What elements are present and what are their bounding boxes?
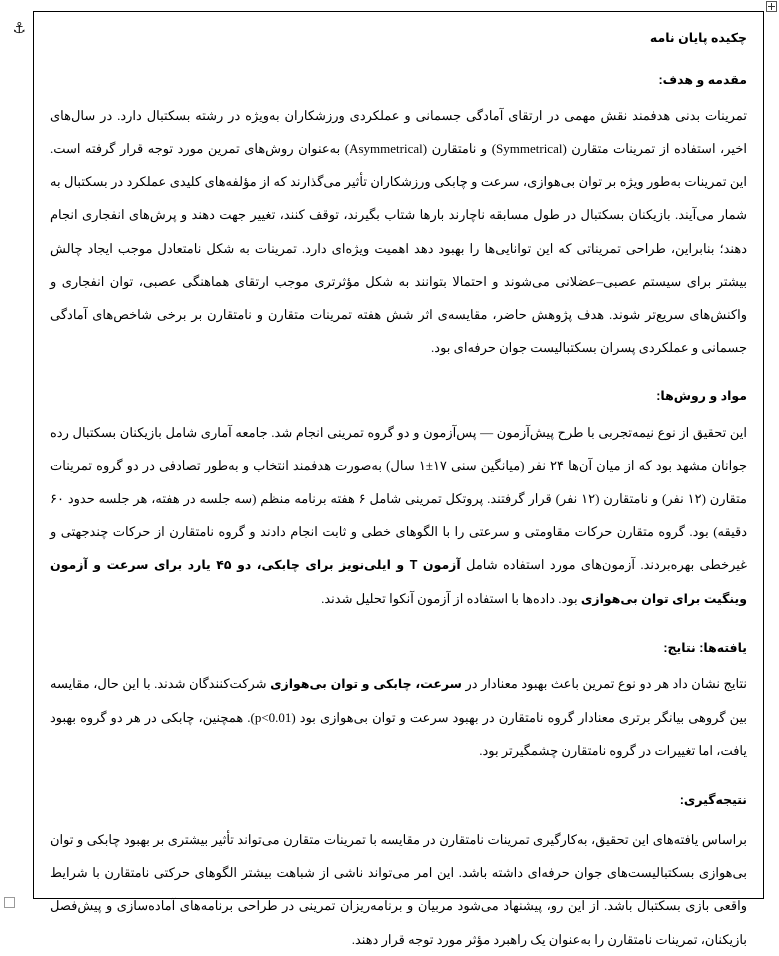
results-text-lead: نتایج نشان داد هر دو نوع تمرین باعث بهبود معنادار در: [461, 676, 748, 692]
section-heading-conclusion: نتیجه‌گیری:: [679, 792, 747, 807]
resize-handle-bottom-left[interactable]: [4, 897, 15, 908]
section-heading-materials-and-methods: مواد و روش‌ها:: [656, 389, 747, 404]
paragraph-introduction: تمرینات بدنی هدفمند نقش مهمی در ارتقای آمادگی جسمانی و عملکردی ورزشکاران به‌ویژه در رشته بسکتبال دارد. در سال‌های اخیر، استفاده از تمرینات متقارن (Symmetrical) و نامتقارن (Asymmetrical) به‌عنوان روش‌های تمرین مورد توجه قرار گرفته است. این تمرینات به‌طور ویژه بر توان بی‌هوازی، سرعت و چابکی ورزشکاران تأثیر می‌گذارند که از مؤلفه‌های کلیدی عملکرد در بسکتبال به شمار می‌آیند. بازیکنان بسکتبال در طول مسابقه ناچارند بارها شتاب بگیرند، توقف کنند، تغییر جهت دهند و پرش‌های انفجاری انجام دهند؛ بنابراین، طراحی تمریناتی که این توانایی‌ها را بهبود دهد اهمیت ویژه‌ای دارد. تمرینات به شکل نامتعادل موجب ایجاد چالش بیشتر برای سیستم عصبی‌–عضلانی می‌شوند و احتمالا بتوانند به شکل مؤثرتری موجب ارتقای هماهنگی عصبی، توان انفجاری و واکنش‌های سریع‌تر شوند. هدف پژوهش حاضر، مقایسه‌ی اثر شش هفته تمرینات متقارن و نامتقارن بر برخی شاخص‌های آمادگی جسمانی و عملکردی پسران بسکتبالیست جوان حرفه‌ای بود.: [50, 108, 748, 355]
results-text-tail: شرکت‌کنندگان شدند. با این حال، مقایسه بین گروهی بیانگر برتری معنادار گروه نامتقارن در بهبود سرعت و توان بی‌هوازی بود (p<0.01). همچنین، چابکی در هر دو گروه بهبود یافت، اما تغییرات در گروه نامتقارن چشمگیرتر بود.: [50, 676, 748, 759]
anchor-mark-icon: ⚓: [12, 19, 26, 37]
paragraph-results: [50, 667, 747, 767]
paragraph-conclusion: براساس یافته‌های این تحقیق، به‌کارگیری تمرینات نامتقارن در مقایسه با تمرینات متقارن می‌تواند تأثیر بیشتری بر بهبود چابکی و توان بی‌هوازی بسکتبالیست‌های جوان حرفه‌ای داشته باشد. این امر می‌تواند ناشی از شباهت بیشتر الگوهای حرکتی نامتقارن با شرایط واقعی بازی بسکتبال باشد. از این رو، پیشنهاد می‌شود مربیان و برنامه‌ریزان تمرینی در طراحی برنامه‌های آماده‌سازی و پیش‌فصل بازیکنان، تمرینات نامتقارن را به‌عنوان یک راهبرد مؤثر مورد توجه قرار دهند.: [50, 832, 747, 947]
paragraph-materials-and-methods: [50, 416, 747, 616]
section-heading-introduction: مقدمه و هدف:: [658, 72, 747, 87]
text-frame: [33, 11, 764, 947]
results-bold-measures: سرعت، چابکی و توان بی‌هوازی: [270, 677, 462, 692]
section-heading-results: یافته‌ها: نتایج:: [663, 640, 747, 655]
methods-text-tail: بود. داده‌ها با استفاده از آزمون آنکوا تحلیل شدند.: [321, 591, 581, 607]
methods-bold-tests: آزمون T و ایلی‌نویز برای چابکی، دو ۴۵ یارد برای سرعت و آزمون وینگیت برای توان بی‌هوازی: [50, 558, 747, 607]
methods-text-lead: این تحقیق از نوع نیمه‌تجربی با طرح پیش‌آزمون — پس‌آزمون و دو گروه تمرینی انجام شد. جامعه آماری شامل بازیکنان بسکتبال رده جوانان مشهد بود که از میان آن‌ها ۲۴ نفر (میانگین سنی ۱۷±۱ سال) به‌صورت هدفمند انتخاب و به‌طور تصادفی در دو گروه تمرینات متقارن (۱۲ نفر) و نامتقارن (۱۲ نفر) قرار گرفتند. پروتکل تمرینی شامل ۶ هفته برنامه منظم (سه جلسه در هفته، هر جلسه حدود ۶۰ دقیقه) بود. گروه متقارن حرکات مقاومتی و سرعتی را با الگوهای خطی و ثابت انجام دادند و گروه نامتقارن از حرکات چندجهتی و غیرخطی بهره‌بردند. آزمون‌های مورد استفاده شامل: [50, 424, 748, 573]
resize-handle-top-right[interactable]: [766, 1, 777, 12]
page-title: چکیده پایان نامه: [649, 31, 747, 45]
